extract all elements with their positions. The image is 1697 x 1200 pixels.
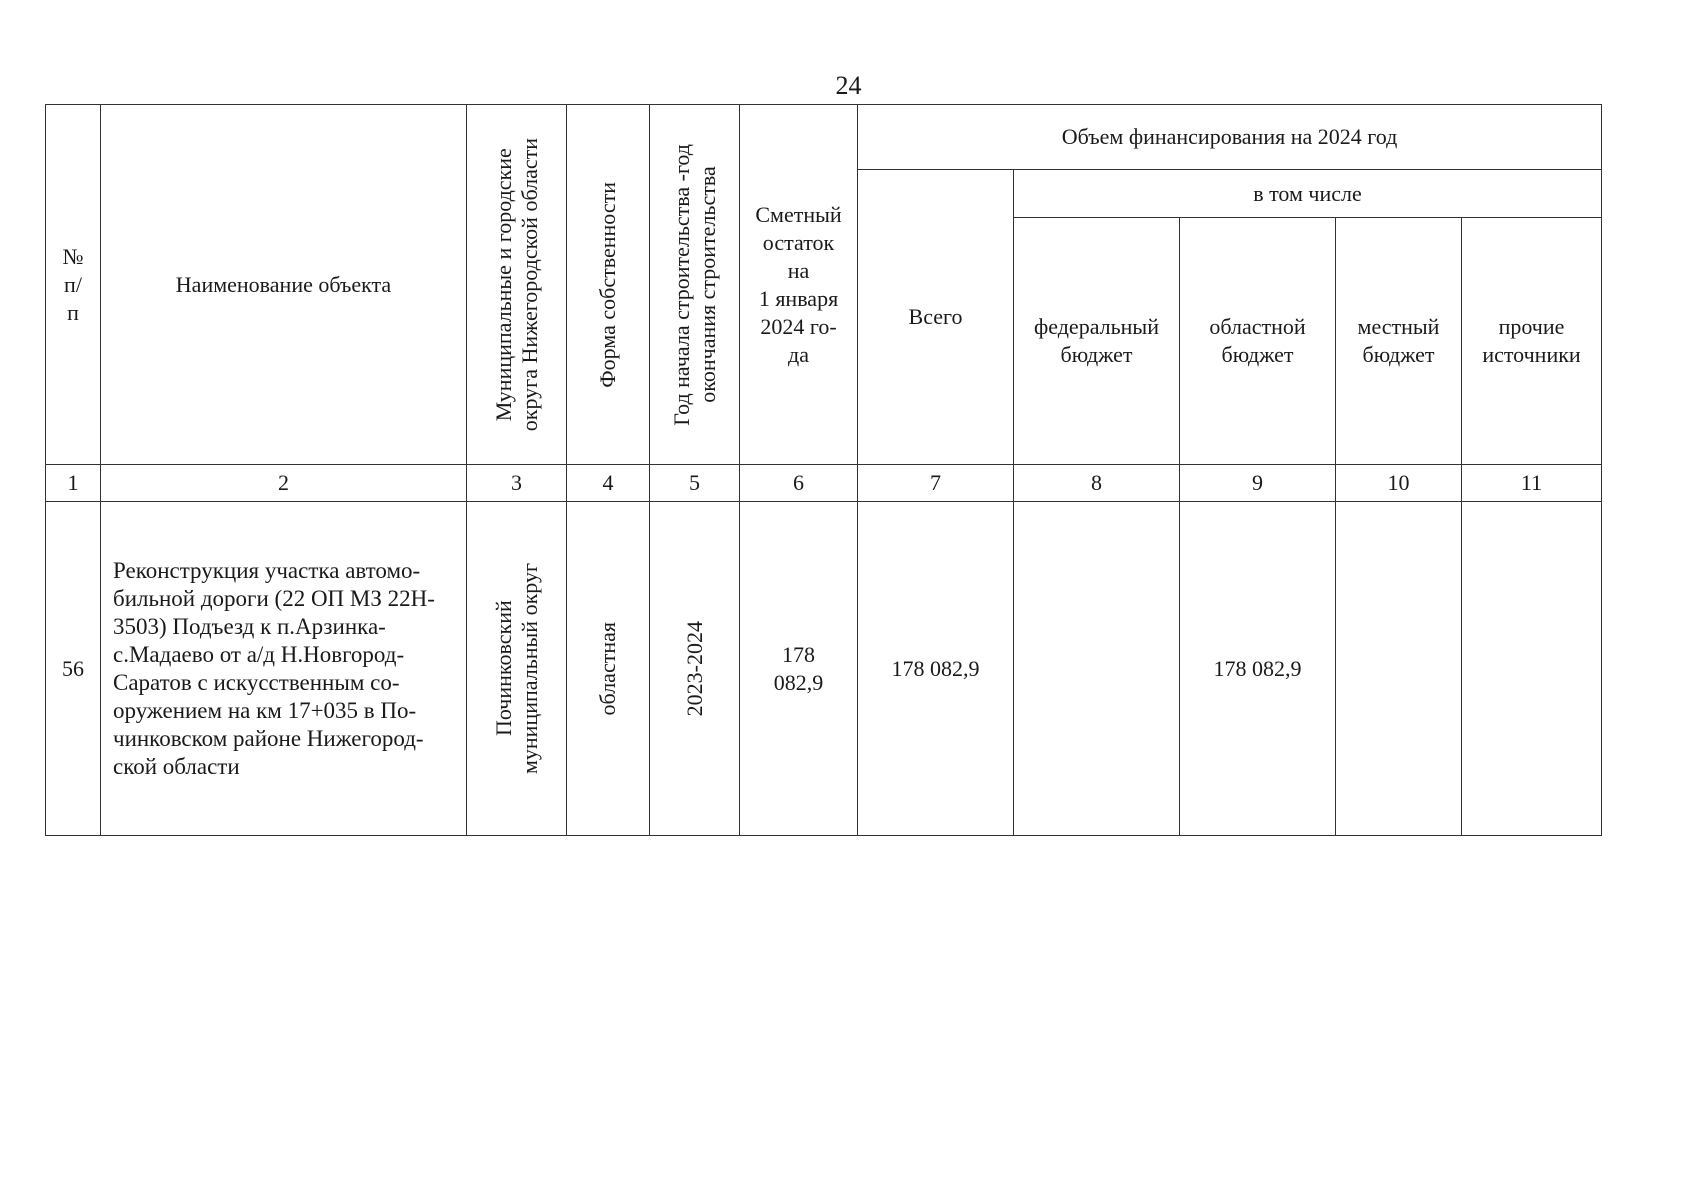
row-num: 56 (46, 502, 101, 836)
column-number: 11 (1462, 465, 1602, 502)
column-number: 7 (858, 465, 1014, 502)
row-estimate: 178 082,9 (740, 502, 858, 836)
header-ownership: Форма собственности (567, 105, 650, 465)
header-name: Наименование объекта (101, 105, 467, 465)
row-object-name: Реконструкция участка автомо- бильной дороги (22 ОП МЗ 22Н- 3503) Подъезд к п.Арзинка- с.Мадаево от а/д Н.Новгород- Саратов с искусственным со- оружением на км 17+035 в По- чинковском районе Нижегород- ской области (101, 502, 467, 836)
row-municipal: Починковский муниципальный округ (467, 502, 567, 836)
column-number: 2 (101, 465, 467, 502)
row-local (1336, 502, 1462, 836)
header-federal: федеральный бюджет (1014, 218, 1180, 465)
column-number: 10 (1336, 465, 1462, 502)
header-including: в том числе (1014, 170, 1602, 218)
header-regional: областной бюджет (1180, 218, 1336, 465)
header-years: Год начала строительства -год окончания строительства (650, 105, 740, 465)
column-number: 9 (1180, 465, 1336, 502)
row-ownership: областная (567, 502, 650, 836)
header-other: прочие источники (1462, 218, 1602, 465)
header-estimate: Сметный остаток на 1 января 2024 го- да (740, 105, 858, 465)
column-number: 5 (650, 465, 740, 502)
row-federal (1014, 502, 1180, 836)
column-number: 6 (740, 465, 858, 502)
header-num: № п/ п (46, 105, 101, 465)
header-municipal: Муниципальные и городские округа Нижегородской области (467, 105, 567, 465)
page-number: 24 (835, 71, 862, 100)
column-number: 3 (467, 465, 567, 502)
row-years: 2023-2024 (650, 502, 740, 836)
column-number: 4 (567, 465, 650, 502)
column-number: 8 (1014, 465, 1180, 502)
funding-table (45, 104, 1602, 836)
table-row (46, 502, 1602, 836)
column-number: 1 (46, 465, 101, 502)
header-local: местный бюджет (1336, 218, 1462, 465)
row-other (1462, 502, 1602, 836)
row-regional: 178 082,9 (1180, 502, 1336, 836)
row-total: 178 082,9 (858, 502, 1014, 836)
header-funding-group: Объем финансирования на 2024 год (858, 105, 1602, 170)
header-total: Всего (858, 170, 1014, 465)
column-number-row (46, 465, 1602, 502)
